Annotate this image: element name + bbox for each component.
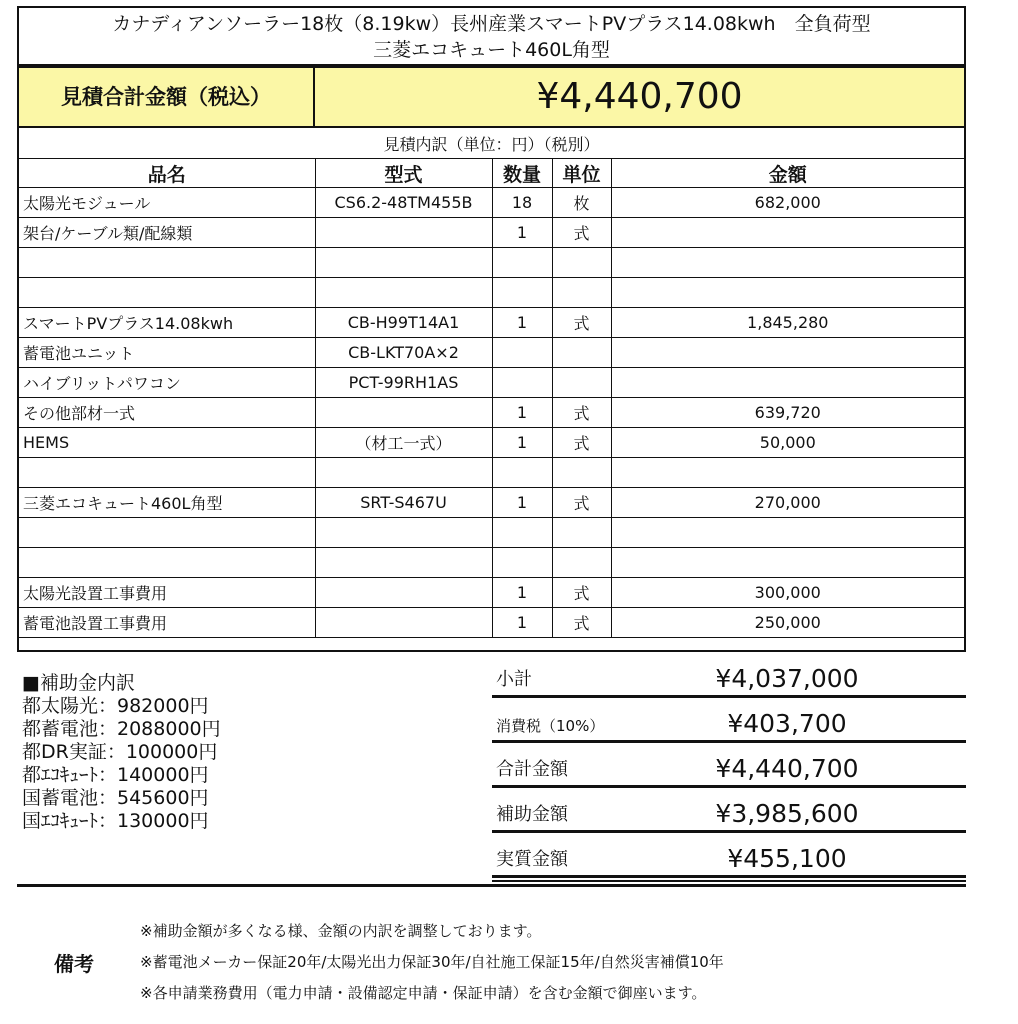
table-row: [19, 278, 964, 308]
tax-label: 消費税（10%）: [496, 717, 605, 735]
header-amount: 金額: [611, 159, 964, 188]
section-divider: [17, 884, 966, 887]
table-row: [19, 308, 964, 338]
unit-cell: [552, 338, 611, 368]
amount-cell: 682,000: [611, 188, 964, 218]
item-name-cell: [19, 458, 315, 488]
summary-double-rule: [492, 880, 966, 882]
subsidy-item: 国ｴｺｷｭｰﾄ：130000円: [22, 810, 209, 832]
amount-cell: 639,720: [611, 398, 964, 428]
quantity-cell: 1: [492, 218, 552, 248]
subsidy-item: 都ｴｺｷｭｰﾄ：140000円: [22, 764, 209, 786]
model-cell: （材工一式）: [315, 428, 492, 458]
quantity-cell: 1: [492, 428, 552, 458]
table-row: [19, 428, 964, 458]
item-name-cell: 架台/ケーブル類/配線類: [19, 218, 315, 248]
amount-cell: 50,000: [611, 428, 964, 458]
summary-row-net: [492, 833, 966, 878]
remark-note-1: ※補助金額が多くなる様、金額の内訳を調整しております。: [140, 922, 542, 940]
subsidy-item: 国蓄電池：545600円: [22, 787, 209, 809]
summary-row-subtotal: [492, 653, 966, 698]
model-cell: [315, 278, 492, 308]
header-quantity: 数量: [492, 159, 552, 188]
remark-note-3: ※各申請業務費用（電力申請・設備認定申請・保証申請）を含む金額で御座います。: [140, 984, 707, 1002]
amount-cell: 270,000: [611, 488, 964, 518]
title-line-1: カナディアンソーラー18枚（8.19kw）長州産業スマートPVプラス14.08kwh 全負荷型: [112, 13, 871, 35]
amount-cell: [611, 338, 964, 368]
table-row: [19, 458, 964, 488]
subsidy-item: 都太陽光：982000円: [22, 695, 209, 717]
item-name-cell: 太陽光モジュール: [19, 188, 315, 218]
unit-cell: [552, 548, 611, 578]
subsidy-amount-value: ¥3,985,600: [715, 799, 859, 828]
model-cell: [315, 458, 492, 488]
remark-note-2: ※蓄電池メーカー保証20年/太陽光出力保証30年/自社施工保証15年/自然災害補償10年: [140, 953, 724, 971]
item-name-cell: その他部材一式: [19, 398, 315, 428]
unit-cell: 式: [552, 398, 611, 428]
unit-cell: 枚: [552, 188, 611, 218]
tax-value: ¥403,700: [727, 709, 847, 738]
grand-total-label: 合計金額: [496, 759, 568, 780]
unit-cell: [552, 248, 611, 278]
subsidy-title: ■補助金内訳: [22, 672, 135, 694]
subtotal-value: ¥4,037,000: [715, 664, 859, 693]
table-row: [19, 608, 964, 638]
unit-cell: 式: [552, 308, 611, 338]
breakdown-subtitle-row: [19, 128, 964, 159]
quantity-cell: [492, 248, 552, 278]
table-row: [19, 398, 964, 428]
quantity-cell: [492, 518, 552, 548]
quantity-cell: 1: [492, 308, 552, 338]
quantity-cell: [492, 458, 552, 488]
item-name-cell: [19, 248, 315, 278]
header-model: 型式: [315, 159, 492, 188]
quantity-cell: [492, 278, 552, 308]
subtotal-label: 小計: [496, 669, 532, 690]
item-name-cell: 蓄電池ユニット: [19, 338, 315, 368]
amount-cell: [611, 218, 964, 248]
item-name-cell: HEMS: [19, 428, 315, 458]
quantity-cell: [492, 548, 552, 578]
total-amount-row: [17, 66, 966, 128]
amount-cell: [611, 368, 964, 398]
header-unit: 単位: [552, 159, 611, 188]
model-cell: [315, 578, 492, 608]
remarks-label: 備考: [54, 952, 94, 976]
model-cell: CS6.2-48TM455B: [315, 188, 492, 218]
total-label: 見積合計金額（税込）: [19, 68, 315, 126]
amount-cell: 250,000: [611, 608, 964, 638]
table-row: [19, 338, 964, 368]
model-cell: CB-LKT70A×2: [315, 338, 492, 368]
subsidy-item: 都DR実証：100000円: [22, 741, 218, 763]
subsidy-amount-label: 補助金額: [496, 804, 568, 825]
model-cell: [315, 608, 492, 638]
model-cell: SRT-S467U: [315, 488, 492, 518]
net-amount-label: 実質金額: [496, 849, 568, 870]
quote-title: [17, 6, 966, 66]
item-name-cell: 三菱エコキュート460L角型: [19, 488, 315, 518]
amount-cell: 300,000: [611, 578, 964, 608]
column-header-row: [19, 159, 964, 188]
amount-cell: [611, 458, 964, 488]
table-row: [19, 188, 964, 218]
quantity-cell: [492, 368, 552, 398]
amount-cell: [611, 248, 964, 278]
header-item-name: 品名: [19, 159, 315, 188]
item-name-cell: [19, 548, 315, 578]
breakdown-table: [17, 128, 966, 652]
model-cell: [315, 548, 492, 578]
total-value: ¥4,440,700: [536, 76, 743, 117]
summary-row-subsidy: [492, 788, 966, 833]
model-cell: [315, 518, 492, 548]
model-cell: [315, 248, 492, 278]
model-cell: [315, 398, 492, 428]
grand-total-value: ¥4,440,700: [715, 754, 859, 783]
subsidy-breakdown: [22, 672, 322, 833]
unit-cell: 式: [552, 488, 611, 518]
quantity-cell: 18: [492, 188, 552, 218]
table-row: [19, 248, 964, 278]
unit-cell: 式: [552, 218, 611, 248]
table-row: [19, 368, 964, 398]
unit-cell: [552, 278, 611, 308]
item-name-cell: ハイブリットパワコン: [19, 368, 315, 398]
amount-cell: [611, 278, 964, 308]
quantity-cell: [492, 338, 552, 368]
quantity-cell: 1: [492, 578, 552, 608]
summary-row-total: [492, 743, 966, 788]
net-amount-value: ¥455,100: [727, 844, 847, 873]
table-row: [19, 218, 964, 248]
model-cell: CB-H99T14A1: [315, 308, 492, 338]
unit-cell: [552, 458, 611, 488]
item-name-cell: スマートPVプラス14.08kwh: [19, 308, 315, 338]
model-cell: [315, 218, 492, 248]
unit-cell: 式: [552, 608, 611, 638]
item-name-cell: [19, 518, 315, 548]
title-line-2: 三菱エコキュート460L角型: [373, 39, 610, 61]
amount-cell: [611, 548, 964, 578]
table-row: [19, 578, 964, 608]
quantity-cell: 1: [492, 608, 552, 638]
quantity-cell: 1: [492, 488, 552, 518]
amount-cell: [611, 518, 964, 548]
amount-cell: 1,845,280: [611, 308, 964, 338]
table-row: [19, 518, 964, 548]
item-name-cell: [19, 278, 315, 308]
unit-cell: [552, 368, 611, 398]
breakdown-subtitle: 見積内訳（単位：円）（税別）: [19, 128, 964, 159]
item-name-cell: 蓄電池設置工事費用: [19, 608, 315, 638]
item-name-cell: 太陽光設置工事費用: [19, 578, 315, 608]
table-row: [19, 488, 964, 518]
subsidy-item: 都蓄電池：2088000円: [22, 718, 221, 740]
model-cell: PCT-99RH1AS: [315, 368, 492, 398]
unit-cell: 式: [552, 428, 611, 458]
unit-cell: 式: [552, 578, 611, 608]
unit-cell: [552, 518, 611, 548]
quantity-cell: 1: [492, 398, 552, 428]
summary-row-tax: [492, 698, 966, 743]
table-row: [19, 548, 964, 578]
